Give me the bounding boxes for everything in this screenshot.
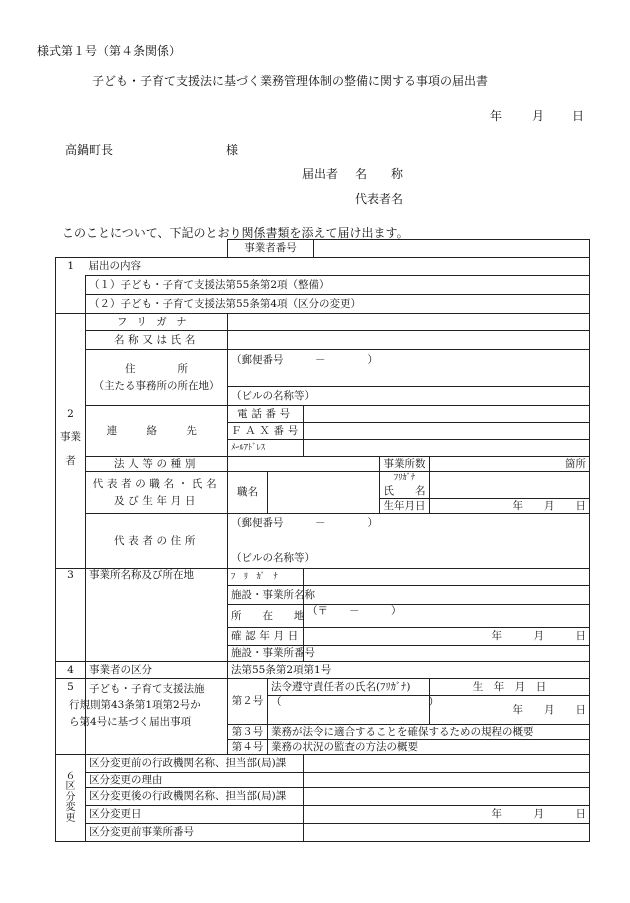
company-name-field[interactable] [228, 331, 590, 350]
email-label: ﾒｰﾙｱﾄﾞﾚｽ [228, 440, 304, 457]
section1-number: 1 [56, 258, 86, 276]
section1-spacer [56, 276, 86, 295]
section3-furigana-field[interactable] [304, 569, 590, 586]
section6-row3-field[interactable] [304, 788, 590, 806]
section6-row5-field[interactable] [304, 824, 590, 842]
rep-address-label: 代表者の住所 [86, 514, 228, 569]
furigana-label: フリガナ [86, 314, 228, 331]
no3-text[interactable]: 業務が法令に適合することを確保するための規程の概要 [268, 725, 590, 740]
facility-name-field[interactable] [304, 586, 590, 605]
section6-row2-field[interactable] [304, 773, 590, 788]
no4-label: 第４号 [228, 740, 268, 755]
location-field[interactable]: （〒 － ） [304, 605, 590, 628]
section5-title-line3: ら第4号に基づく届出事項 [69, 715, 192, 728]
tel-field[interactable] [304, 406, 590, 423]
section1-title: 届出の内容 [86, 258, 590, 276]
section1-spacer [56, 295, 86, 314]
operator-number-box [227, 239, 590, 258]
furigana-field[interactable] [228, 314, 590, 331]
facility-number-label: 施設・事業所番号 [228, 646, 304, 662]
rep-building-field[interactable]: （ビルの名称等） [228, 549, 590, 569]
rep-name-label: 氏 名 [380, 485, 430, 499]
operator-number-field[interactable] [314, 240, 590, 258]
section6-row4-label: 区分変更日 [86, 806, 304, 824]
document-title: 子ども・子育て支援法に基づく業務管理体制の整備に関する事項の届出書 [92, 74, 489, 88]
section3-title: 事業所名称及び所在地 [86, 569, 228, 586]
confirm-date-field[interactable]: 年 月 日 [304, 628, 590, 646]
section3-number: 3 [56, 569, 86, 586]
date-month: 月 [532, 109, 545, 123]
rep-name-field[interactable] [430, 485, 590, 499]
form-number: 様式第１号（第４条関係） [37, 44, 182, 58]
section3-spacer [86, 605, 228, 628]
section5-number: 5 [56, 679, 86, 755]
no3-label: 第３号 [228, 725, 268, 740]
section4-title: 事業者の区分 [86, 662, 228, 679]
section1-item1[interactable]: （１）子ども・子育て支援法第55条第2項（整備） [86, 276, 590, 295]
fax-label: ＦＡＸ番号 [228, 423, 304, 440]
date-year: 年 [490, 109, 503, 123]
address-label [86, 350, 228, 406]
section2-operator-label: 事業者 [60, 431, 81, 467]
facility-number-field[interactable] [304, 646, 590, 662]
rep-furigana-label: ﾌﾘｶﾞﾅ [380, 472, 430, 485]
position-field[interactable] [268, 472, 380, 514]
no2-label: 第２号 [228, 679, 268, 725]
birth-date-field[interactable]: 年 月 日 [430, 499, 590, 514]
company-name-label: 名称又は氏名 [86, 331, 228, 350]
section6-row4-field[interactable]: 年 月 日 [304, 806, 590, 824]
rep-address-field[interactable] [228, 534, 590, 549]
rep-furigana-field[interactable] [430, 472, 590, 485]
section4-value[interactable]: 法第55条第2項第1号 [228, 662, 590, 679]
applicant-label: 届出者 [302, 167, 339, 181]
location-label: 所 在 地 [228, 605, 304, 628]
no4-text[interactable]: 業務の状況の監査の方法の概要 [268, 740, 590, 755]
rep-title-line2: 及び生年月日 [113, 494, 200, 507]
email-field[interactable] [304, 440, 590, 457]
confirm-date-label: 確認年月日 [228, 628, 304, 646]
office-count-label: 事業所数 [380, 457, 430, 472]
section4-number: 4 [56, 662, 86, 679]
section3-spacer [56, 628, 86, 646]
tel-label: 電話番号 [228, 406, 304, 423]
section6-row3-label: 区分変更後の行政機関名称、担当部(局)課 [86, 788, 304, 806]
section3-furigana-label: ﾌ ﾘ ｶﾞ ﾅ [228, 569, 304, 586]
rep-postal-field[interactable]: （郵便番号 － ） [228, 514, 590, 534]
section2-vertical-label [56, 314, 86, 569]
operator-number-label: 事業者番号 [228, 240, 314, 258]
section1-item2[interactable]: （２）子ども・子育て支援法第55条第4項（区分の変更） [86, 295, 590, 314]
section3-spacer [56, 646, 86, 662]
representative-label: 代表者名 [355, 192, 404, 206]
main-form-table [55, 257, 590, 842]
section3-spacer [56, 586, 86, 605]
compliance-birth-label: 生 年 月 日 [430, 679, 590, 696]
corp-type-field[interactable] [228, 457, 380, 472]
compliance-officer-label: 法令遵守責任者の氏名(ﾌﾘｶﾞﾅ) [268, 679, 430, 696]
section3-spacer [86, 586, 228, 605]
rep-title-label [86, 472, 228, 514]
contact-label: 連 絡 先 [86, 406, 228, 457]
section5-title [69, 679, 228, 755]
postal-code-field[interactable]: （郵便番号 － ） [228, 350, 590, 387]
compliance-birth-field[interactable]: 年 月 日 [430, 696, 590, 725]
rep-title-line1: 代表者の職名・氏名 [92, 477, 221, 490]
section6-vertical-label: ６区分変更 [56, 755, 86, 842]
compliance-officer-field[interactable]: （ ） [268, 696, 430, 725]
office-count-field[interactable]: 箇所 [430, 457, 590, 472]
facility-name-label: 施設・事業所名称 [228, 586, 304, 605]
section3-spacer [56, 605, 86, 628]
applicant-name-label: 名 称 [355, 167, 404, 181]
section5-title-line2: 行規則第43条第1項第2号か [69, 699, 201, 712]
addressee-honorific: 様 [226, 143, 239, 157]
section2-number: 2 [67, 408, 74, 421]
section6-row2-label: 区分変更の理由 [86, 773, 304, 788]
section5-title-line1: 子ども・子育て支援法施 [89, 683, 205, 695]
position-label: 職名 [228, 472, 268, 514]
date-day: 日 [572, 109, 585, 123]
section3-spacer [86, 628, 228, 646]
section6-row1-label: 区分変更前の行政機関名称、担当部(局)課 [86, 755, 304, 773]
address-label-main: 住 所 [125, 362, 188, 375]
section3-spacer [86, 646, 228, 662]
fax-field[interactable] [304, 423, 590, 440]
intro-text: このことについて、下記のとおり関係書類を添えて届け出ます。 [62, 226, 409, 240]
corp-type-label: 法人等の種別 [86, 457, 228, 472]
addressee: 高鍋町長 [65, 143, 114, 157]
birth-label: 生年月日 [380, 499, 430, 514]
section6-row5-label: 区分変更前事業所番号 [86, 824, 304, 842]
building-name-field[interactable]: （ビルの名称等） [228, 387, 590, 406]
address-label-sub: （主たる事務所の所在地） [93, 379, 220, 392]
section6-row1-field[interactable] [304, 755, 590, 773]
